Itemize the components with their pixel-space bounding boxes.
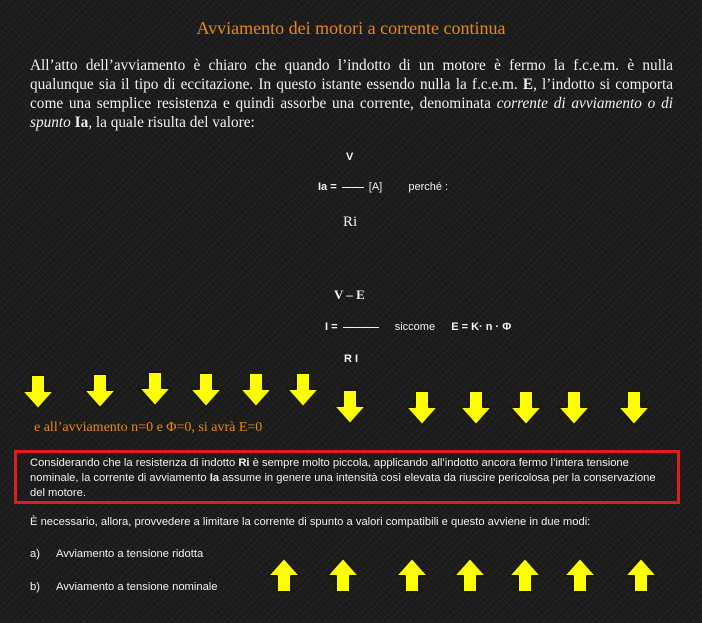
- start-condition: e all’avviamento n=0 e Φ=0, si avrà E=0: [34, 420, 263, 435]
- formula1-denominator: Ri: [343, 214, 358, 230]
- mode-b-letter: b): [30, 581, 40, 593]
- arrow-up-icon: [325, 556, 361, 594]
- arrow-up-icon: [266, 556, 302, 594]
- formula1-lhs: Ia =: [318, 181, 337, 193]
- mode-item-b: [30, 581, 218, 593]
- arrow-down-icon: [188, 371, 224, 409]
- arrow-up-icon: [507, 556, 543, 594]
- intro-ia-symbol: Ia: [74, 114, 89, 131]
- arrow-down-icon: [332, 388, 368, 426]
- warning-text: [30, 456, 670, 501]
- warning-text-1: Considerando che la resistenza di indotto: [30, 457, 239, 469]
- mode-a-text: Avviamento a tensione ridotta: [56, 548, 204, 560]
- formula1-unit: [A]: [368, 181, 383, 193]
- arrow-down-icon: [285, 371, 321, 409]
- formula1-fraction-bar: [342, 187, 364, 188]
- formula1-because: perché :: [408, 181, 449, 193]
- arrow-down-icon: [404, 389, 440, 427]
- intro-italic-term: corrente di avviamento o di spunto: [30, 95, 674, 131]
- intro-text-1: All’atto dell’avviamento è chiaro che quando l’indotto di un motore è fermo la f.c.e.m. è nulla qualunque sia il tipo di eccitazione. In questo istante essendo nulla la f.c.e.m.: [30, 57, 673, 93]
- formula2-numerator: V – E: [334, 287, 365, 302]
- intro-text-2: , l’indotto si comporta come una semplice resistenza e quindi assorbe una corrente, denominata: [30, 76, 673, 112]
- page-title: Avviamento dei motori a corrente continua: [196, 18, 506, 38]
- arrow-down-icon: [508, 389, 544, 427]
- formula2-fraction-bar: [343, 327, 379, 328]
- necessary-sentence: È necessario, allora, provvedere a limitare la corrente di spunto a valori compatibili e questo avviene in due modi:: [30, 516, 591, 528]
- arrow-down-icon: [238, 371, 274, 409]
- formula1-numerator: V: [346, 151, 354, 163]
- formula2-equation: [325, 321, 511, 333]
- arrow-down-icon: [458, 389, 494, 427]
- arrow-up-icon: [394, 556, 430, 594]
- arrow-down-icon: [82, 372, 118, 410]
- formula1-equation: [318, 181, 448, 193]
- formula2-emf: E = K· n · Φ: [451, 321, 512, 333]
- arrow-up-icon: [562, 556, 598, 594]
- intro-paragraph: [30, 56, 673, 132]
- warning-ri-symbol: Ri: [238, 457, 250, 469]
- arrow-up-icon: [452, 556, 488, 594]
- formula2-since: siccome: [394, 321, 436, 333]
- formula2-denominator: R I: [344, 353, 359, 365]
- warning-ia-symbol: Ia: [209, 472, 220, 484]
- arrow-down-icon: [556, 389, 592, 427]
- mode-item-a: [30, 548, 203, 560]
- mode-b-text: Avviamento a tensione nominale: [56, 581, 218, 593]
- arrow-down-icon: [20, 373, 56, 411]
- intro-text-4: , la quale risulta del valore:: [88, 114, 255, 131]
- formula2-lhs: I =: [325, 321, 338, 333]
- arrow-up-icon: [623, 556, 659, 594]
- warning-text-2: è sempre molto piccola, applicando all’indotto ancora fermo l’intera tensione nominale, la corrente di avviamento: [30, 457, 629, 484]
- mode-a-letter: a): [30, 548, 40, 560]
- arrow-down-icon: [137, 370, 173, 408]
- intro-emf-symbol: E: [522, 76, 534, 93]
- warning-text-3: assume in genere una intensità così elevata da riuscire pericolosa per la conservazione del motore.: [30, 472, 656, 499]
- arrow-down-icon: [616, 389, 652, 427]
